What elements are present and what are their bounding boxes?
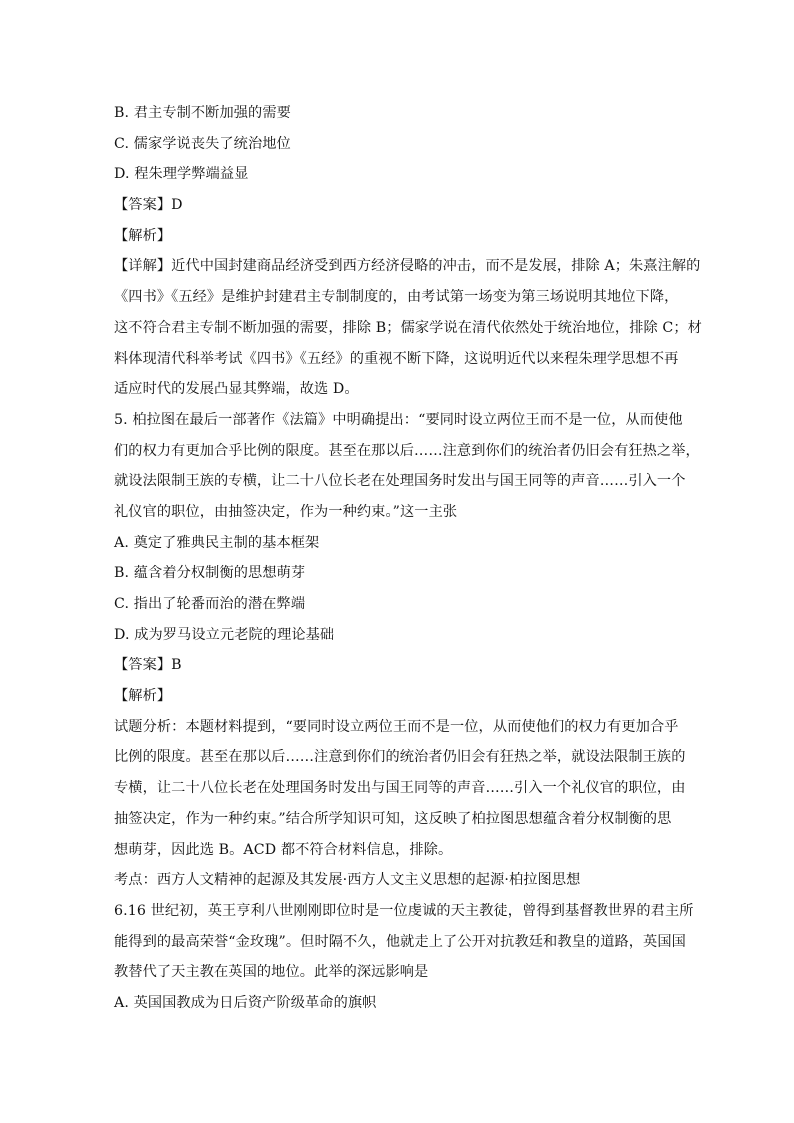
q4-option-d: D. 程朱理学弊端益显 — [114, 166, 249, 183]
q4-detail-line: 适应时代的发展凸显其弊端，故选 D。 — [114, 381, 359, 398]
q5-analysis-paragraph — [114, 712, 686, 865]
q4-detail-line: 《四书》《五经》是维护封建君主专制制度的，由考试第一场变为第三场说明其地位下降， — [114, 289, 679, 306]
q4-detail-line: 料体现清代科举考试《四书》《五经》的重视不断下降，这说明近代以来程朱理学思想不再 — [114, 350, 679, 367]
q4-detail-line: 这不符合君主专制不断加强的需要，排除 B；儒家学说在清代依然处于统治地位，排除 C；材 — [114, 319, 702, 336]
document-page — [114, 98, 702, 1019]
q4-analysis-heading: 【解析】 — [114, 227, 172, 244]
q4-option-c: C. 儒家学说丧失了统治地位 — [114, 135, 291, 152]
q6-stem-line: 6.16 世纪初，英王亨利八世刚刚即位时是一位虔诚的天主教徒，曾得到基督教世界的君主所 — [114, 902, 694, 919]
q5-stem — [114, 405, 700, 528]
q5-analysis-heading: 【解析】 — [114, 688, 172, 705]
q5-analysis-line: 试题分析：本题材料提到，“要同时设立两位王而不是一位，从而使他们的权力有更加合乎 — [114, 718, 679, 735]
q6-stem — [114, 896, 694, 988]
q5-analysis-line: 想萌芽，因此选 B。ACD 都不符合材料信息，排除。 — [114, 841, 453, 858]
q5-analysis-line: 比例的限度。甚至在那以后……注意到你们的统治者仍旧会有狂热之举，就设法限制王族的 — [114, 749, 686, 766]
q5-answer: 【答案】B — [114, 657, 182, 674]
q4-option-b: B. 君主专制不断加强的需要 — [114, 105, 291, 121]
q5-option-c: C. 指出了轮番而治的潜在弊端 — [114, 596, 306, 612]
q5-kaodian: 考点：西方人文精神的起源及其发展·西方人文主义思想的起源·柏拉图思想 — [114, 872, 581, 889]
q6-stem-line: 能得到的最高荣誉“金玫瑰”。但时隔不久，他就走上了公开对抗教廷和教皇的道路，英国国 — [114, 933, 686, 950]
q5-stem-line: 礼仪官的职位，由抽签决定，作为一种约束。”这一主张 — [114, 503, 458, 520]
q5-analysis-line: 抽签决定，作为一种约束。”结合所学知识可知，这反映了柏拉图思想蕴含着分权制衡的思 — [114, 810, 672, 827]
q4-answer: 【答案】D — [114, 197, 183, 214]
q5-stem-line: 们的权力有更加合乎比例的限度。甚至在那以后……注意到你们的统治者仍旧会有狂热之举， — [114, 442, 700, 459]
q6-option-a: A. 英国国教成为日后资产阶级革命的旗帜 — [114, 994, 377, 1011]
q6-stem-line: 教替代了天主教在英国的地位。此举的深远影响是 — [114, 964, 429, 981]
q5-option-d: D. 成为罗马设立元老院的理论基础 — [114, 626, 335, 643]
q4-detail-line: 【详解】近代中国封建商品经济受到西方经济侵略的冲击，而不是发展，排除 A；朱熹注解的 — [114, 258, 701, 275]
q5-analysis-line: 专横，让二十八位长老在处理国务时发出与国王同等的声音……引入一个礼仪官的职位，由 — [114, 780, 686, 797]
q5-option-a: A. 奠定了雅典民主制的基本框架 — [114, 534, 320, 551]
q5-stem-line: 就设法限制王族的专横，让二十八位长老在处理国务时发出与国王同等的声音……引入一个 — [114, 473, 686, 490]
q5-option-b: B. 蕴含着分权制衡的思想萌芽 — [114, 565, 306, 582]
q5-stem-line: 5. 柏拉图在最后一部著作《法篇》中明确提出：“要同时设立两位王而不是一位，从而使他 — [114, 411, 683, 428]
q4-detail-paragraph — [114, 251, 702, 404]
